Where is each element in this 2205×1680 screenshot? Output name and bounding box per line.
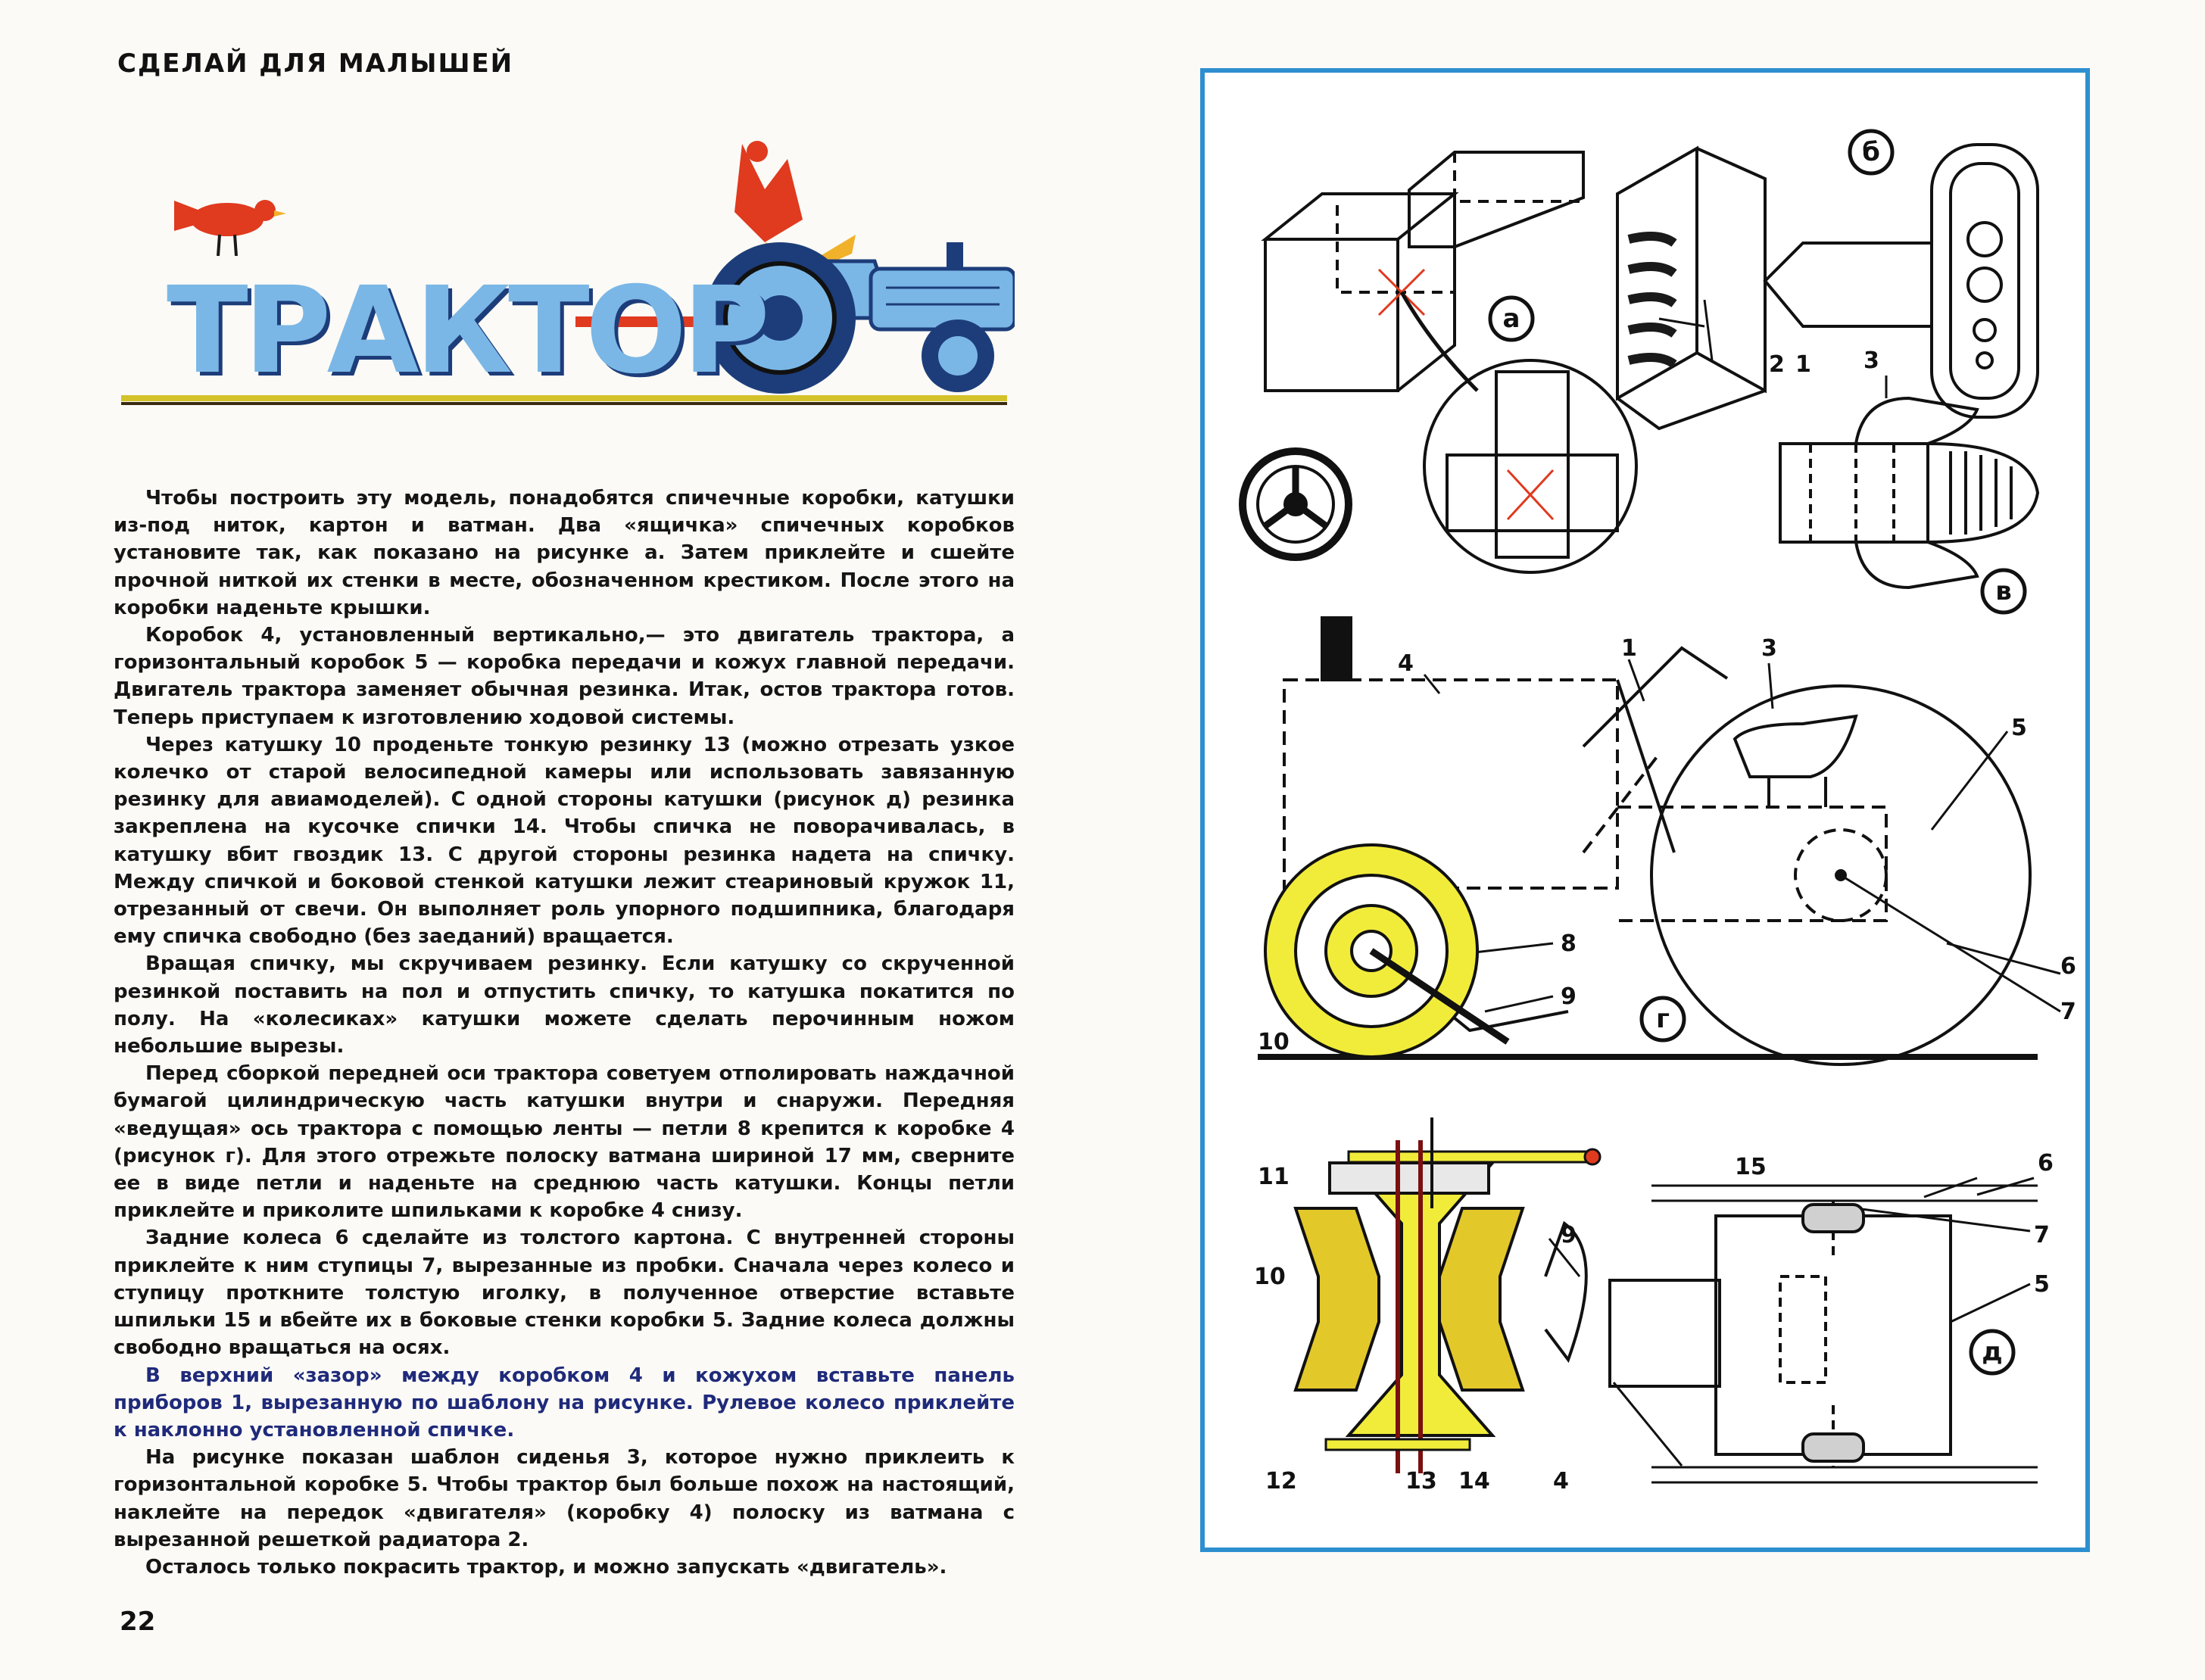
label-3-template: 3 <box>1863 348 1879 374</box>
panel-letter-g <box>1642 998 1684 1040</box>
label-2: 2 <box>1769 351 1785 378</box>
label-9-section: 9 <box>1561 1222 1577 1248</box>
article-title: ТРАКТОР <box>167 261 766 401</box>
steering-wheel <box>1243 451 1349 557</box>
label-12: 12 <box>1265 1468 1297 1495</box>
section-label: СДЕЛАЙ ДЛЯ МАЛЫШЕЙ <box>117 48 514 79</box>
paragraph-5: Перед сборкой передней оси трактора советуем отполировать наждачной бумагой цилиндрическую часть катушки внутри и снаружи. Передняя «ведущая» ось трактора с помощью ленты — петли 8 крепится к коробке 4 (рисунок г). Для этого отрежьте полоску ватмана шириной 17 мм, сверните ее в виде петли и наденьте на среднюю часть катушки. Концы петли приклейте и приколите шпильками к коробке 4 снизу. <box>114 1062 1015 1223</box>
svg-text:б: б <box>1862 137 1880 167</box>
label-1-template: 1 <box>1795 351 1811 378</box>
diagram-drawing <box>1205 73 2085 1548</box>
ground-shadow <box>121 402 1007 405</box>
fig-v-seat <box>1780 398 2038 588</box>
paragraph-8: На рисунке показан шаблон сиденья 3, которое нужно приклеить к горизонтальной коробке 5. Чтобы трактор был больше похож на настоящий, наклейте на передок «двигателя» (коробку 4) полоску из ватмана с вырезанной решеткой радиатора 2. <box>114 1446 1015 1551</box>
label-4-top: 4 <box>1553 1468 1569 1495</box>
label-15: 15 <box>1735 1154 1767 1180</box>
panel-letter-d <box>1971 1331 2013 1373</box>
fig-d-spool-section <box>1296 1117 1600 1473</box>
label-1: 1 <box>1621 635 1637 662</box>
assembly-diagram <box>1200 68 2090 1552</box>
label-3: 3 <box>1761 635 1777 662</box>
fig-a-detail <box>1424 360 1636 572</box>
paragraph-4: Вращая спичку, мы скручиваем резинку. Если катушку со скрученной резинкой поставить на пол и отпустить спичку, то катушка покатится по полу. На «колесиках» катушки можете сделать перочинным ножом небольшие вырезы. <box>114 952 1015 1058</box>
svg-text:а: а <box>1502 304 1520 334</box>
paragraph-3: Через катушку 10 проденьте тонкую резинку 13 (можно отрезать узкое колечко от старой велосипедной камеры или использовать завязанную резинку для авиамоделей). С одной стороны катушки (рисунок д) резинка закреплена на кусочке спички 14. Чтобы спичка не поворачивалась, в катушку вбит гвоздик 13. С другой стороны резинка надета на спичку. Между спичкой и боковой стенкой катушки лежит стеариновый кружок 11, отрезанный от свечи. Он выполняет роль упорного подшипника, благодаря ему спичка свободно (без заеданий) вращается. <box>114 733 1015 949</box>
panel-letter-v <box>1982 570 2025 612</box>
svg-text:г: г <box>1656 1004 1670 1034</box>
label-10: 10 <box>1258 1029 1290 1055</box>
fig-2-radiator <box>1617 148 1765 429</box>
fig-a-matchboxes <box>1265 152 1583 391</box>
svg-text:в: в <box>1995 576 2012 606</box>
label-7-top: 7 <box>2034 1222 2050 1248</box>
paragraph-2: Коробок 4, установленный вертикально,— это двигатель трактора, а горизонтальный коробок 5 — коробка передачи и кожух главной передачи. Двигатель трактора заменяет обычная резинка. Итак, остов трактора готов. Теперь приступаем к изготовлению ходовой системы. <box>114 624 1015 729</box>
page-number: 22 <box>120 1607 156 1637</box>
paragraph-7: В верхний «зазор» между коробком 4 и кожухом вставьте панель приборов 1, вырезанную по шаблону на рисунке. Рулевое колесо приклейте к наклонно установленной спичке. <box>114 1364 1015 1442</box>
label-10-section: 10 <box>1254 1264 1286 1290</box>
label-7: 7 <box>2060 999 2076 1025</box>
fig-g-spool <box>1265 845 1508 1057</box>
paragraph-6: Задние колеса 6 сделайте из толстого картона. С внутренней стороны приклейте к ним ступицы 7, вырезанные из пробки. Сначала через колесо и ступицу проткните толстую иголку, в полученное отверстие вставьте шпильки 15 и вбейте их в боковые стенки коробки 5. Задние колеса должны свободно вращаться на осях. <box>114 1226 1015 1360</box>
label-6: 6 <box>2060 953 2076 980</box>
panel-letter-a <box>1490 298 1533 340</box>
paragraph-9: Осталось только покрасить трактор, и можно запускать «двигатель». <box>145 1555 947 1579</box>
label-5: 5 <box>2011 715 2027 741</box>
label-4: 4 <box>1398 650 1414 677</box>
label-13: 13 <box>1405 1468 1437 1495</box>
label-8: 8 <box>1561 930 1577 957</box>
paragraph-1: Чтобы построить эту модель, понадобятся спичечные коробки, катушки из-под ниток, картон и ватман. Два «ящичка» спичечных коробков установите так, как показано на рисунке а. Затем приклейте и сшейте прочной ниткой их стенки в месте, обозначенном крестиком. После этого на коробки наденьте крышки. <box>114 487 1015 619</box>
label-14: 14 <box>1458 1468 1490 1495</box>
bird-left <box>174 200 286 256</box>
fig-d-top-view <box>1545 1186 2038 1482</box>
article-body <box>114 485 1015 1581</box>
panel-letter-b <box>1850 131 1892 173</box>
title-illustration <box>114 129 1015 432</box>
label-9: 9 <box>1561 983 1577 1010</box>
svg-text:д: д <box>1982 1337 2003 1367</box>
label-6-top: 6 <box>2038 1150 2054 1177</box>
label-5-top: 5 <box>2034 1271 2050 1298</box>
label-11: 11 <box>1258 1164 1290 1190</box>
